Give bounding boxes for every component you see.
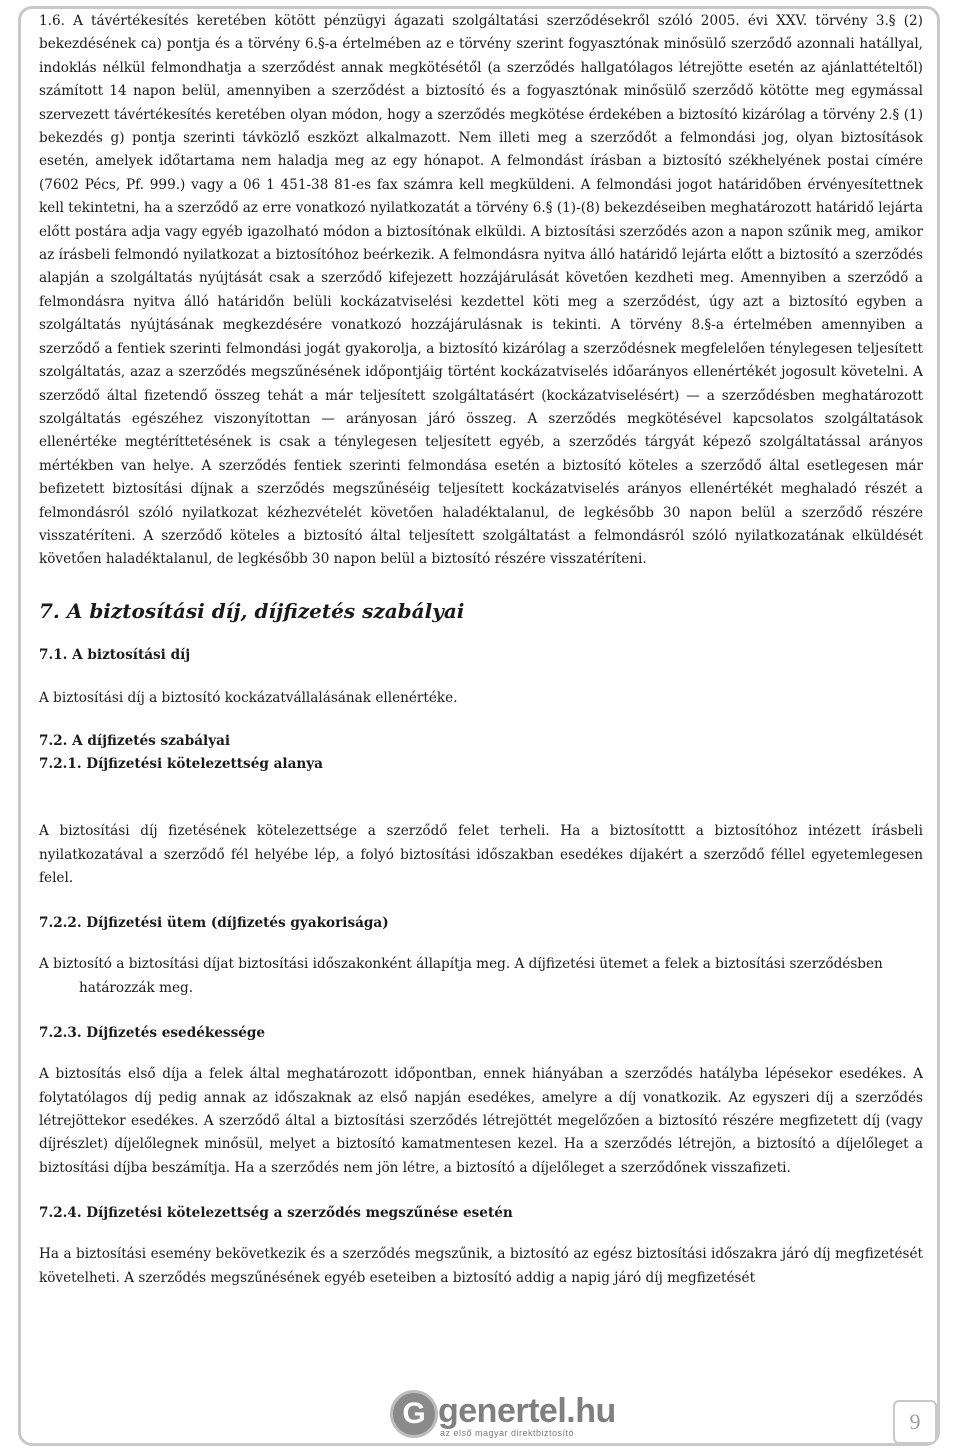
- paragraph-7-2-1: A biztosítási díj fizetésének kötelezettsége a szerződő felet terheli. Ha a biztosítottt a biztosítóhoz intézett írásbeli nyilatkozatával a szerződő fél helyébe lép, a folyó biztosítási időszakban esedékes díjakért a szerződő féllel egyetemlegesen felel.: [39, 823, 923, 886]
- logo-wordmark: genertel.hu: [438, 1392, 616, 1430]
- heading-7-1: 7.1. A biztosítási díj: [39, 646, 191, 663]
- paragraph-7-2-2-continuation: határozzák meg.: [79, 979, 194, 996]
- logo-g-icon: G: [390, 1390, 438, 1438]
- genertel-logo: [390, 1390, 620, 1442]
- paragraph-7-2-2: A biztosító a biztosítási díjat biztosítási időszakonként állapítja meg. A díjfizetési ütemet a felek a biztosítási szerződésben: [39, 956, 883, 973]
- heading-7-2-3: 7.2.3. Díjfizetés esedékessége: [39, 1025, 266, 1042]
- logo-tagline: az első magyar direktbiztosító: [440, 1428, 575, 1438]
- paragraph-7-2-4: Ha a biztosítási esemény bekövetkezik és a szerződés megszűnik, a biztosító az egész biztosítási időszakra járó díj megfizetését követelheti. A szerződés megszűnésének egyéb eseteiben a biztosító addig a napig járó díj megfizetését: [39, 1246, 923, 1286]
- heading-7-2-1: 7.2.1. Díjfizetési kötelezettség alanya: [39, 756, 323, 773]
- heading-7-2-4: 7.2.4. Díjfizetési kötelezettség a szerződés megszűnése esetén: [39, 1205, 513, 1222]
- heading-7-2-2: 7.2.2. Díjfizetési ütem (díjfizetés gyakorisága): [39, 915, 389, 932]
- paragraph-7-2-3: A biztosítás első díja a felek által meghatározott időpontban, ennek hiányában a szerződés hatályba lépésekor esedékes. A folytatólagos díj pedig annak az időszaknak az első napján esedékes, amelyre a díj vonatkozik. Az egyszeri díj a szerződés létrejöttekor esedékes. A szerződő által a biztosítási szerződés létrejöttét megelőzően a biztosító részére megfizetett díj (vagy díjrészlet) díjelőlegnek minősül, melyet a biztosító kamatmentesen kezel. Ha a szerződés létrejön, a biztosító a díjelőleget a biztosítási díjba beszámítja. Ha a szerződés nem jön létre, a biztosító a díjelőleget a szerződőnek visszafizeti.: [39, 1066, 923, 1176]
- paragraph-1-6: 1.6. A távértékesítés keretében kötött pénzügyi ágazati szolgáltatási szerződésekről szóló 2005. évi XXV. törvény 3.§ (2) bekezdésének ca) pontja és a törvény 6.§-a értelmében az e törvény szerint fogyasztónak minősülő szerződő azonnali hatállyal, indoklás nélkül felmondhatja a szerződést annak megkötésétől (a szerződés hallgatólagos létrejötte esetén az ajánlattételtől) számított 14 napon belül, amennyiben a szerződést a biztosító és a fogyasztónak minősülő szerződő kötötte meg egymással szervezett távértékesítés keretében olyan módon, hogy a szerződés megkötése érdekében a biztosító kizárólag a törvény 2.§ (1) bekezdés g) pontja szerinti távközlő eszközt alkalmazott. Nem illeti meg a szerződőt a felmondási jog, olyan biztosítások esetén, amelyek időtartama nem haladja meg az egy hónapot. A felmondást írásban a biztosító székhelyének postai címére (7602 Pécs, Pf. 999.) vagy a 06 1 451-38 81-es fax számra kell megküldeni. A felmondási jogot határidőben érvényesítettnek kell tekintetni, ha a szerződő az erre vonatkozó nyilatkozatát a törvény 6.§ (1)-(8) bekezdéseiben meghatározott határidő lejárta előtt postára adja vagy egyéb igazolható módon a biztosítónak elküldi. A biztosítási szerződés azon a napon szűnik meg, amikor az írásbeli felmondó nyilatkozat a biztosítóhoz beérkezik. A felmondásra nyitva álló határidő lejárta előtt a biztosító a szerződés alapján a szolgáltatás nyújtását csak a szerződő kifejezett hozzájárulását követően kezdheti meg. Amennyiben a szerződő a felmondásra nyitva álló határidőn belüli kockázatviselési kezdettel köti meg a szerződést, úgy azt a biztosító egyben a szolgáltatás nyújtásának megkezdésére vonatkozó hozzájárulásnak is tekinti. A törvény 8.§-a értelmében amennyiben a szerződő a fentiek szerinti felmondási jogát gyakorolja, a biztosító kizárólag a szerződésnek megfelelően ténylegesen teljesített szolgáltatás, azaz a szerződés megszűnésének időpontjáig történt kockázatviselés időarányos ellenértékét jogosult követelni. A szerződő által fizetendő összeg tehát a már teljesített szolgáltatásért (kockázatviselésért) — a szerződésben meghatározott szolgáltatás egészéhez viszonyítottan — arányosan járó összeg. A szerződés megkötésével kapcsolatos szolgáltatások ellenértéke megtéríttetésének is csak a ténylegesen teljesített egyéb, a szerződés tárgyát képező szolgáltatással arányos mértékben van helye. A szerződés fentiek szerinti felmondása esetén a biztosító köteles a szerződő által esetlegesen már befizetett biztosítási díjnak a szerződés megszűnéséig teljesített kockázatviselés arányos ellenértékét meghaladó részét a felmondásról szóló nyilatkozat kézhezvételét követően haladéktalanul, de legkésőbb 30 napon belül a szerződő részére visszatéríteni. A szerződő köteles a biztosító által teljesített szolgáltatást a felmondásról szóló nyilatkozatának elküldését követően haladéktalanul, de legkésőbb 30 napon belül a biztosító részére visszatéríteni.: [39, 13, 923, 568]
- document-body: [39, 10, 923, 1290]
- paragraph-7-1: A biztosítási díj a biztosító kockázatvállalásának ellenértéke.: [39, 689, 458, 706]
- page-number: 9: [893, 1400, 937, 1444]
- section-heading-7: 7. A biztosítási díj, díjfizetés szabályai: [39, 598, 465, 623]
- heading-7-2: 7.2. A díjfizetés szabályai: [39, 733, 231, 750]
